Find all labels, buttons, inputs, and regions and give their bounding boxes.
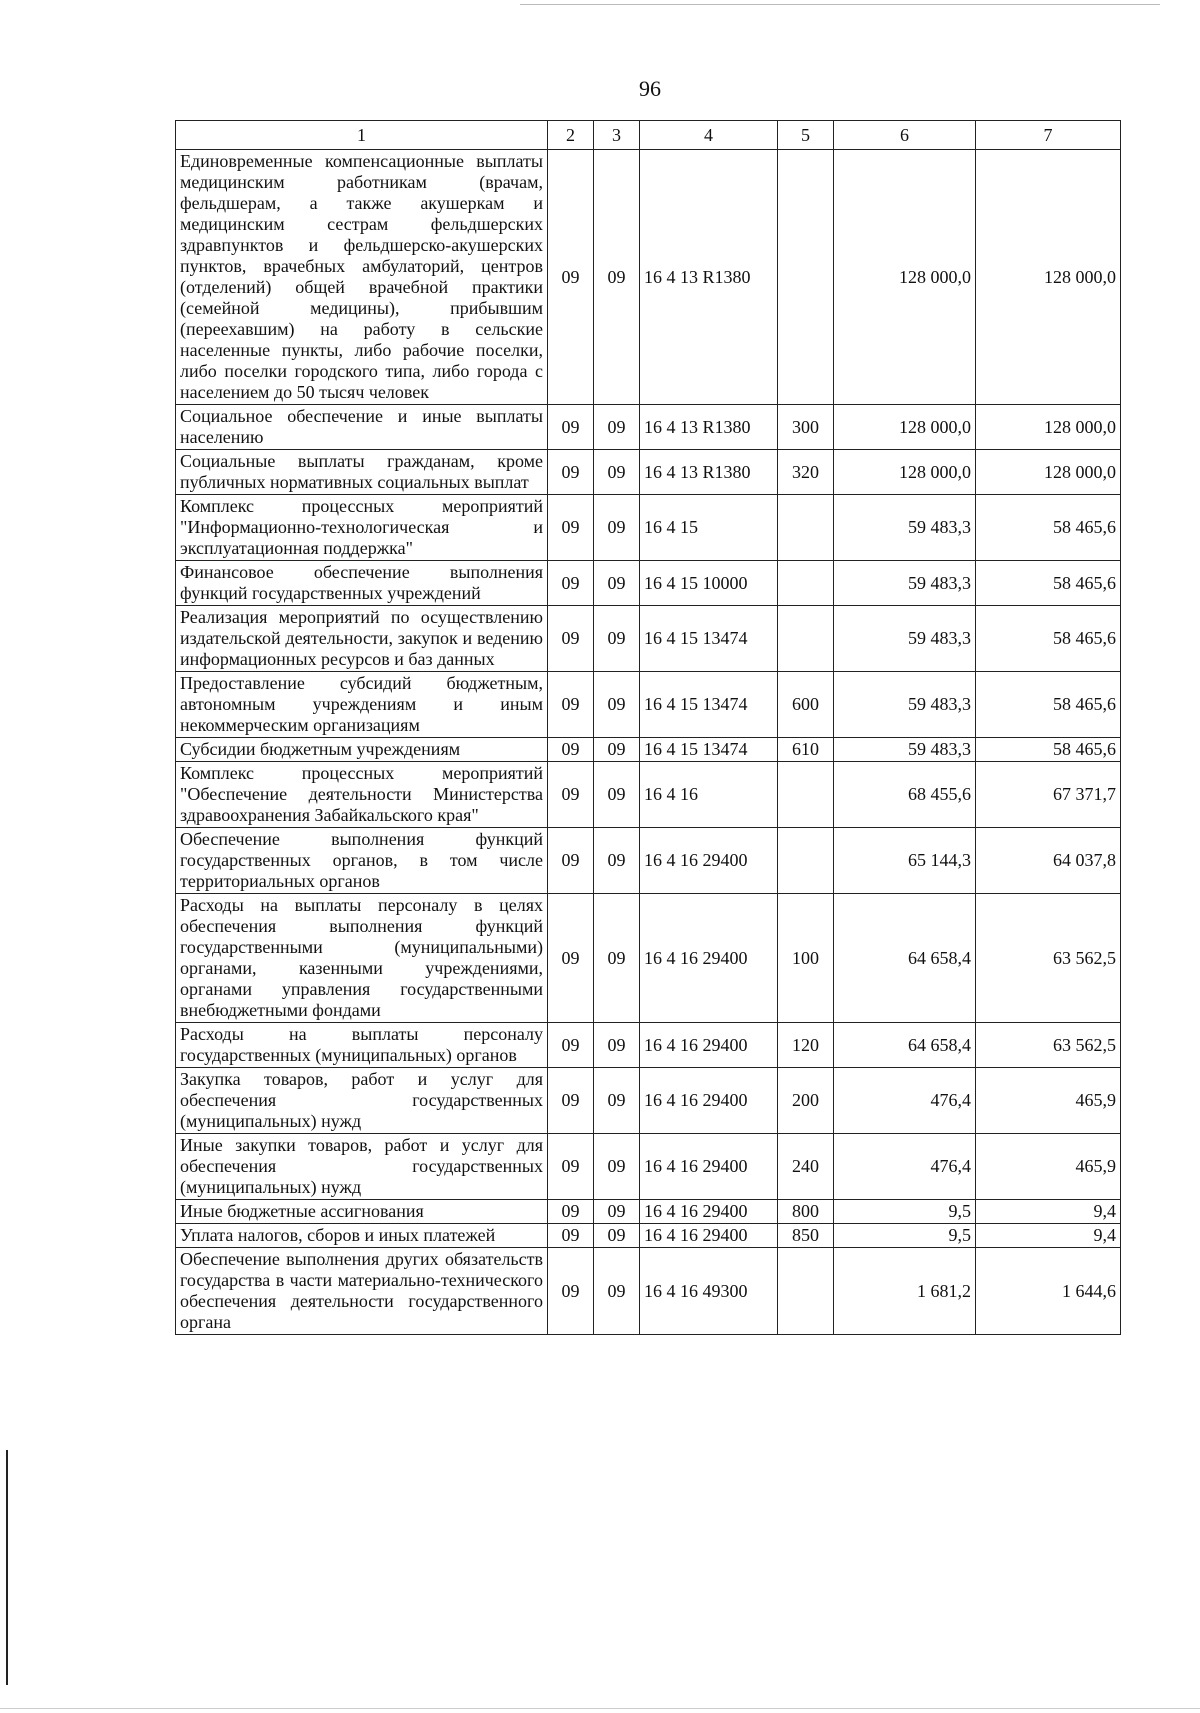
row-amount-col7: 58 465,6 bbox=[976, 561, 1121, 606]
row-amount-col7: 128 000,0 bbox=[976, 405, 1121, 450]
row-target-code: 16 4 16 29400 bbox=[640, 894, 778, 1023]
table-row bbox=[176, 606, 1121, 672]
row-name: Расходы на выплаты персоналу в целях обеспечения выполнения функций государственными (муниципальными) органами, казенными учреждениями, органами управления государственными внебюджетными фондами bbox=[176, 894, 548, 1023]
row-expense-type: 850 bbox=[778, 1224, 834, 1248]
col-header-4: 4 bbox=[640, 121, 778, 150]
row-target-code: 16 4 13 R1380 bbox=[640, 405, 778, 450]
row-amount-col7: 63 562,5 bbox=[976, 1023, 1121, 1068]
row-expense-type: 200 bbox=[778, 1068, 834, 1134]
row-expense-type bbox=[778, 150, 834, 405]
row-amount-col6: 59 483,3 bbox=[834, 606, 976, 672]
row-subsection: 09 bbox=[594, 1224, 640, 1248]
row-target-code: 16 4 13 R1380 bbox=[640, 450, 778, 495]
row-subsection: 09 bbox=[594, 828, 640, 894]
row-amount-col7: 58 465,6 bbox=[976, 606, 1121, 672]
row-amount-col7: 58 465,6 bbox=[976, 672, 1121, 738]
row-target-code: 16 4 16 bbox=[640, 762, 778, 828]
row-subsection: 09 bbox=[594, 1134, 640, 1200]
row-name: Обеспечение выполнения функций государственных органов, в том числе территориальных органов bbox=[176, 828, 548, 894]
row-section: 09 bbox=[548, 150, 594, 405]
row-target-code: 16 4 15 13474 bbox=[640, 606, 778, 672]
row-amount-col6: 128 000,0 bbox=[834, 450, 976, 495]
row-amount-col7: 465,9 bbox=[976, 1068, 1121, 1134]
col-header-7: 7 bbox=[976, 121, 1121, 150]
table-row bbox=[176, 450, 1121, 495]
row-target-code: 16 4 16 29400 bbox=[640, 1134, 778, 1200]
row-name: Предоставление субсидий бюджетным, автономным учреждениям и иным некоммерческим организациям bbox=[176, 672, 548, 738]
row-expense-type bbox=[778, 828, 834, 894]
row-name: Комплекс процессных мероприятий "Обеспечение деятельности Министерства здравоохранения Забайкальского края" bbox=[176, 762, 548, 828]
row-name: Уплата налогов, сборов и иных платежей bbox=[176, 1224, 548, 1248]
row-expense-type bbox=[778, 606, 834, 672]
page-number: 96 bbox=[639, 76, 661, 101]
row-amount-col7: 63 562,5 bbox=[976, 894, 1121, 1023]
row-expense-type: 320 bbox=[778, 450, 834, 495]
col-header-2: 2 bbox=[548, 121, 594, 150]
row-amount-col7: 64 037,8 bbox=[976, 828, 1121, 894]
row-name: Финансовое обеспечение выполнения функций государственных учреждений bbox=[176, 561, 548, 606]
row-section: 09 bbox=[548, 405, 594, 450]
table-row bbox=[176, 762, 1121, 828]
row-target-code: 16 4 15 13474 bbox=[640, 672, 778, 738]
table-row bbox=[176, 405, 1121, 450]
row-amount-col6: 128 000,0 bbox=[834, 150, 976, 405]
row-section: 09 bbox=[548, 450, 594, 495]
row-subsection: 09 bbox=[594, 150, 640, 405]
table-row bbox=[176, 1023, 1121, 1068]
row-section: 09 bbox=[548, 894, 594, 1023]
table-row bbox=[176, 672, 1121, 738]
row-subsection: 09 bbox=[594, 1200, 640, 1224]
row-target-code: 16 4 16 49300 bbox=[640, 1248, 778, 1335]
row-target-code: 16 4 16 29400 bbox=[640, 1023, 778, 1068]
row-section: 09 bbox=[548, 672, 594, 738]
row-amount-col6: 9,5 bbox=[834, 1224, 976, 1248]
row-amount-col7: 128 000,0 bbox=[976, 150, 1121, 405]
header-row bbox=[176, 121, 1121, 150]
table-row bbox=[176, 1200, 1121, 1224]
row-amount-col6: 59 483,3 bbox=[834, 672, 976, 738]
row-name: Иные закупки товаров, работ и услуг для обеспечения государственных (муниципальных) нужд bbox=[176, 1134, 548, 1200]
scan-artifact-top bbox=[520, 4, 1160, 5]
row-amount-col6: 1 681,2 bbox=[834, 1248, 976, 1335]
row-name: Социальные выплаты гражданам, кроме публичных нормативных социальных выплат bbox=[176, 450, 548, 495]
table-row bbox=[176, 561, 1121, 606]
row-target-code: 16 4 16 29400 bbox=[640, 1200, 778, 1224]
row-subsection: 09 bbox=[594, 450, 640, 495]
row-target-code: 16 4 15 bbox=[640, 495, 778, 561]
row-subsection: 09 bbox=[594, 738, 640, 762]
row-section: 09 bbox=[548, 495, 594, 561]
row-amount-col7: 128 000,0 bbox=[976, 450, 1121, 495]
row-subsection: 09 bbox=[594, 405, 640, 450]
row-subsection: 09 bbox=[594, 561, 640, 606]
row-amount-col7: 67 371,7 bbox=[976, 762, 1121, 828]
table-row bbox=[176, 1248, 1121, 1335]
row-subsection: 09 bbox=[594, 894, 640, 1023]
row-name: Субсидии бюджетным учреждениям bbox=[176, 738, 548, 762]
row-section: 09 bbox=[548, 1068, 594, 1134]
table-row bbox=[176, 738, 1121, 762]
table-row bbox=[176, 828, 1121, 894]
row-subsection: 09 bbox=[594, 1023, 640, 1068]
row-amount-col6: 476,4 bbox=[834, 1068, 976, 1134]
row-section: 09 bbox=[548, 738, 594, 762]
table-row bbox=[176, 495, 1121, 561]
row-amount-col7: 9,4 bbox=[976, 1200, 1121, 1224]
row-name: Комплекс процессных мероприятий "Информационно-технологическая и эксплуатационная поддержка" bbox=[176, 495, 548, 561]
scan-artifact-left bbox=[6, 1450, 8, 1685]
row-subsection: 09 bbox=[594, 762, 640, 828]
row-subsection: 09 bbox=[594, 672, 640, 738]
row-section: 09 bbox=[548, 828, 594, 894]
row-section: 09 bbox=[548, 1134, 594, 1200]
row-section: 09 bbox=[548, 561, 594, 606]
col-header-6: 6 bbox=[834, 121, 976, 150]
row-expense-type: 800 bbox=[778, 1200, 834, 1224]
table-row bbox=[176, 1068, 1121, 1134]
row-amount-col6: 128 000,0 bbox=[834, 405, 976, 450]
row-amount-col7: 1 644,6 bbox=[976, 1248, 1121, 1335]
row-subsection: 09 bbox=[594, 495, 640, 561]
row-expense-type: 610 bbox=[778, 738, 834, 762]
row-expense-type: 600 bbox=[778, 672, 834, 738]
row-expense-type bbox=[778, 561, 834, 606]
col-header-1: 1 bbox=[176, 121, 548, 150]
row-target-code: 16 4 16 29400 bbox=[640, 828, 778, 894]
row-section: 09 bbox=[548, 1224, 594, 1248]
row-section: 09 bbox=[548, 1023, 594, 1068]
row-target-code: 16 4 15 13474 bbox=[640, 738, 778, 762]
row-name: Единовременные компенсационные выплаты медицинским работникам (врачам, фельдшерам, а также акушеркам и медицинским сестрам фельдшерских здравпунктов и фельдшерско-акушерских пунктов, врачебных амбулаторий, центров (отделений) общей врачебной практики (семейной медицины), прибывшим (переехавшим) на работу в сельские населенные пункты, либо рабочие поселки, либо поселки городского типа, либо города с населением до 50 тысяч человек bbox=[176, 150, 548, 405]
row-section: 09 bbox=[548, 1200, 594, 1224]
table-row bbox=[176, 894, 1121, 1023]
row-target-code: 16 4 15 10000 bbox=[640, 561, 778, 606]
row-expense-type: 100 bbox=[778, 894, 834, 1023]
row-name: Социальное обеспечение и иные выплаты населению bbox=[176, 405, 548, 450]
row-expense-type bbox=[778, 762, 834, 828]
row-expense-type bbox=[778, 495, 834, 561]
col-header-5: 5 bbox=[778, 121, 834, 150]
table-row bbox=[176, 1134, 1121, 1200]
row-amount-col6: 64 658,4 bbox=[834, 894, 976, 1023]
row-section: 09 bbox=[548, 762, 594, 828]
row-amount-col6: 476,4 bbox=[834, 1134, 976, 1200]
scan-artifact-bottom bbox=[0, 1708, 1200, 1709]
row-amount-col6: 59 483,3 bbox=[834, 561, 976, 606]
row-amount-col6: 9,5 bbox=[834, 1200, 976, 1224]
row-name: Обеспечение выполнения других обязательств государства в части материально-технического обеспечения деятельности государственного органа bbox=[176, 1248, 548, 1335]
table-row bbox=[176, 150, 1121, 405]
row-section: 09 bbox=[548, 1248, 594, 1335]
row-subsection: 09 bbox=[594, 1248, 640, 1335]
row-subsection: 09 bbox=[594, 1068, 640, 1134]
row-amount-col7: 465,9 bbox=[976, 1134, 1121, 1200]
row-amount-col6: 59 483,3 bbox=[834, 495, 976, 561]
row-amount-col6: 64 658,4 bbox=[834, 1023, 976, 1068]
row-amount-col7: 58 465,6 bbox=[976, 738, 1121, 762]
row-amount-col6: 68 455,6 bbox=[834, 762, 976, 828]
table-row bbox=[176, 1224, 1121, 1248]
col-header-3: 3 bbox=[594, 121, 640, 150]
row-subsection: 09 bbox=[594, 606, 640, 672]
row-name: Реализация мероприятий по осуществлению издательской деятельности, закупок и ведению информационных ресурсов и баз данных bbox=[176, 606, 548, 672]
row-amount-col6: 65 144,3 bbox=[834, 828, 976, 894]
row-name: Иные бюджетные ассигнования bbox=[176, 1200, 548, 1224]
row-expense-type: 240 bbox=[778, 1134, 834, 1200]
row-target-code: 16 4 13 R1380 bbox=[640, 150, 778, 405]
row-section: 09 bbox=[548, 606, 594, 672]
row-amount-col7: 9,4 bbox=[976, 1224, 1121, 1248]
budget-table bbox=[175, 120, 1121, 1335]
row-amount-col7: 58 465,6 bbox=[976, 495, 1121, 561]
row-expense-type: 120 bbox=[778, 1023, 834, 1068]
row-amount-col6: 59 483,3 bbox=[834, 738, 976, 762]
row-target-code: 16 4 16 29400 bbox=[640, 1224, 778, 1248]
row-expense-type bbox=[778, 1248, 834, 1335]
row-expense-type: 300 bbox=[778, 405, 834, 450]
row-name: Закупка товаров, работ и услуг для обеспечения государственных (муниципальных) нужд bbox=[176, 1068, 548, 1134]
row-target-code: 16 4 16 29400 bbox=[640, 1068, 778, 1134]
row-name: Расходы на выплаты персоналу государственных (муниципальных) органов bbox=[176, 1023, 548, 1068]
